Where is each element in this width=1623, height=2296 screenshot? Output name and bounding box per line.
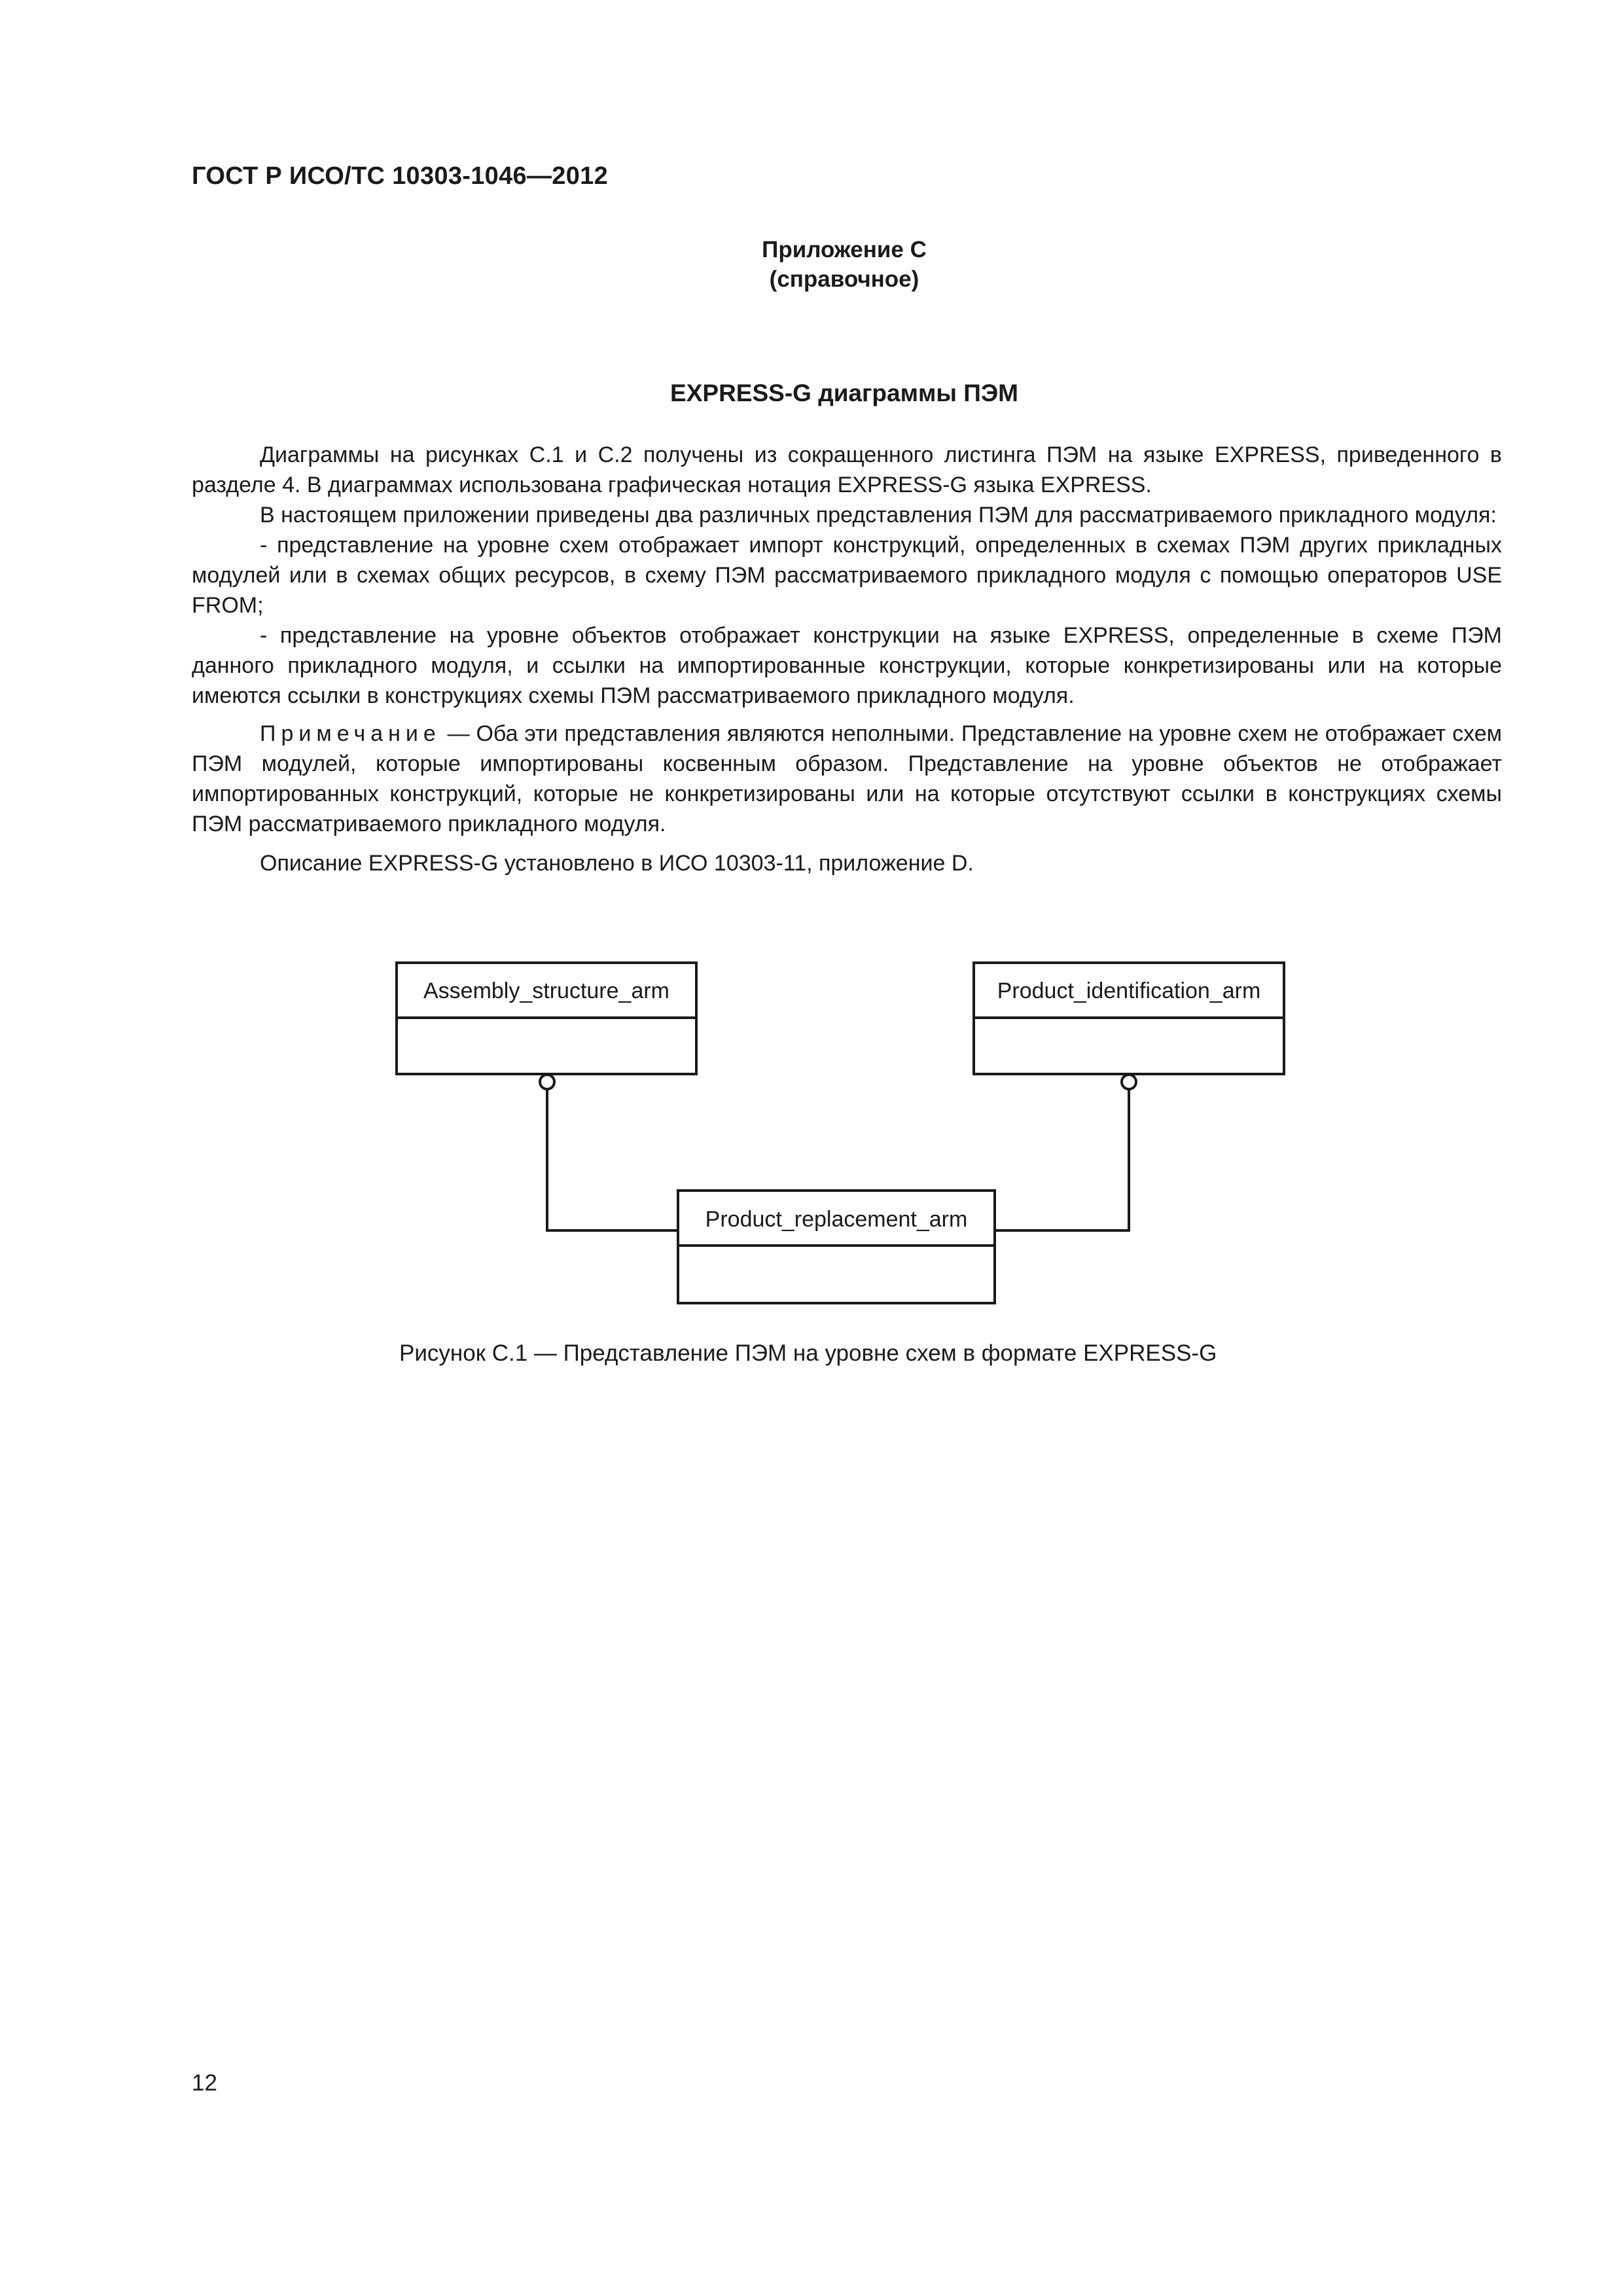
use-from-connector-product-identification <box>995 1090 1129 1230</box>
paragraph-intro: Диаграммы на рисунках С.1 и С.2 получены из сокращенного листинга ПЭМ на языке EXPRESS, приведенного в разделе 4. В диаграммах использована графическая нотация EXPRESS-G языка EXPRESS. <box>192 442 1502 497</box>
body-text <box>192 440 1502 878</box>
annex-title: Приложение С <box>762 237 927 262</box>
paragraph-express-g-reference: Описание EXPRESS-G установлено в ИСО 10303-11, приложение D. <box>260 851 974 876</box>
note-text: — Оба эти представления являются неполными. Представление на уровне схем не отображает схем ПЭМ модулей, которые импортированы косвенным образом. Представление на уровне объектов не отображает импортированных конструкций, которые не конкретизированы или на которые отсутствуют ссылки в конструкциях схемы ПЭМ рассматриваемого прикладного модуля. <box>192 721 1502 836</box>
box-label-product-replacement: Product_replacement_arm <box>705 1207 968 1232</box>
figure-caption: Рисунок С.1 — Представление ПЭМ на уровне схем в формате EXPRESS-G <box>399 1340 1217 1366</box>
document-code: ГОСТ Р ИСО/ТС 10303-1046—2012 <box>192 162 608 190</box>
schema-box-product-identification <box>974 963 1284 1074</box>
paragraph-entity-level: - представление на уровне объектов отображает конструкции на языке EXPRESS, определенные в схеме ПЭМ данного прикладного модуля, и ссылки на импортированные конструкции, которые конкретизированы или на которые имеются ссылки в конструкциях схемы ПЭМ рассматриваемого прикладного модуля. <box>192 623 1502 708</box>
paragraph-schema-level: - представление на уровне схем отображает импорт конструкций, определенных в схемах ПЭМ других прикладных модулей или в схемах общих ресурсов, в схему ПЭМ рассматриваемого прикладного модуля с помощью операторов USE FROM; <box>192 533 1502 618</box>
note-paragraph <box>192 719 1502 839</box>
use-from-connector-assembly <box>547 1090 678 1230</box>
connector-circle-product-identification <box>1122 1075 1136 1089</box>
schema-box-assembly-structure <box>397 963 696 1074</box>
connector-circle-assembly <box>540 1075 554 1089</box>
schema-box-product-replacement <box>678 1191 995 1303</box>
section-title: EXPRESS-G диаграммы ПЭМ <box>670 380 1018 406</box>
note-label: Примечание <box>260 721 441 746</box>
box-label-product-identification: Product_identification_arm <box>997 978 1261 1003</box>
annex-kind: (справочное) <box>769 266 919 292</box>
page-number: 12 <box>192 2070 217 2096</box>
box-label-assembly-structure: Assembly_structure_arm <box>423 978 670 1003</box>
paragraph-representations: В настоящем приложении приведены два различных представления ПЭМ для рассматриваемого прикладного модуля: <box>260 503 1497 528</box>
